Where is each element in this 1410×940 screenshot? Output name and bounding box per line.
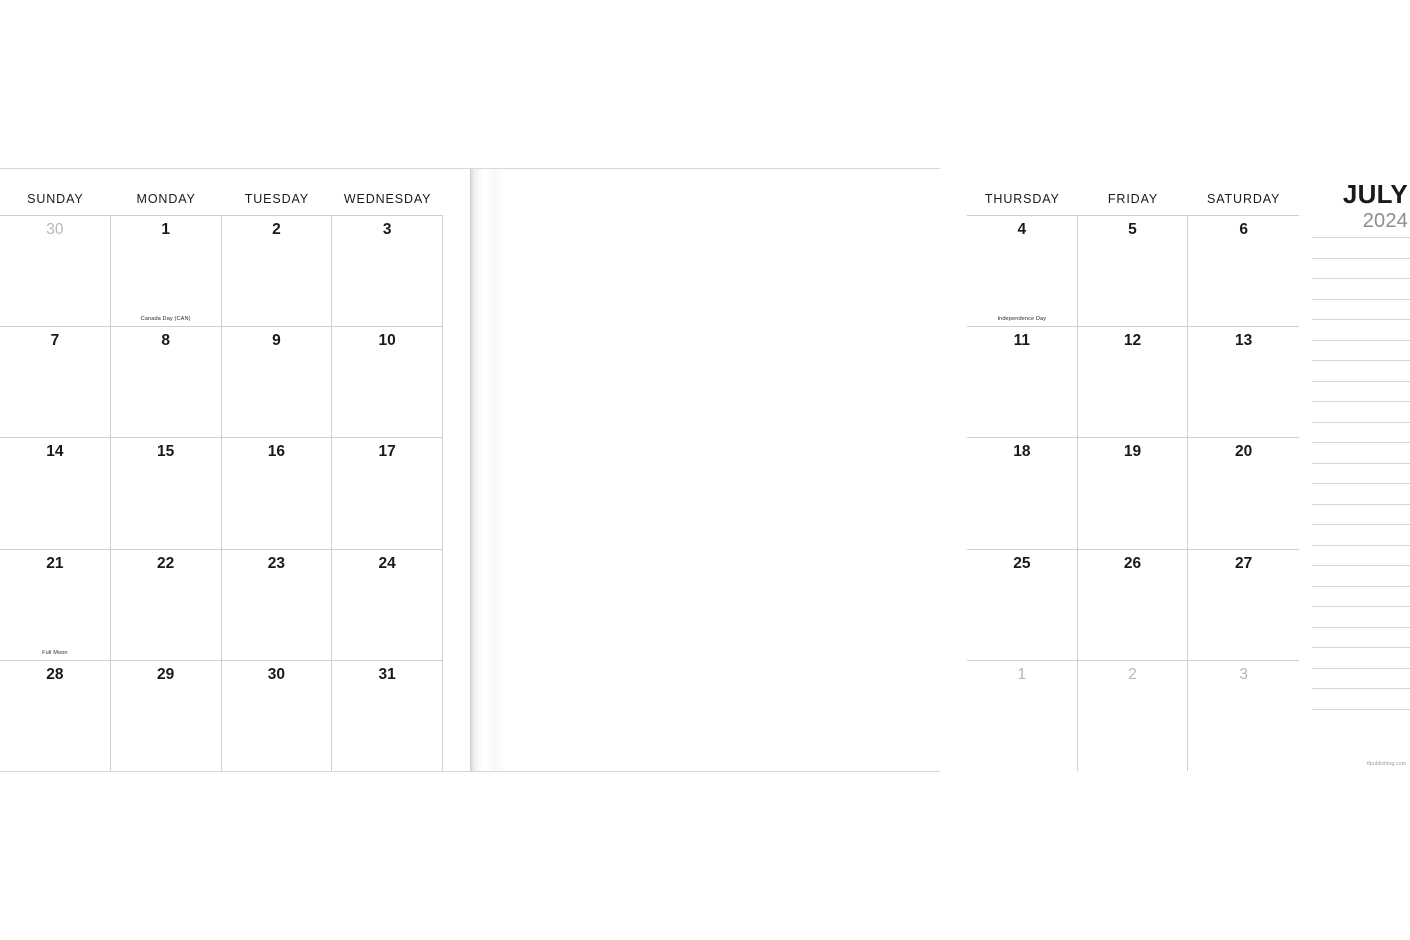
day-number: 30 xyxy=(267,665,285,683)
note-line[interactable] xyxy=(1312,606,1410,607)
month-title-block xyxy=(1343,181,1408,231)
note-line[interactable] xyxy=(1312,688,1410,689)
day-number: 3 xyxy=(1239,665,1248,683)
day-cell[interactable] xyxy=(1188,437,1299,548)
day-cell[interactable] xyxy=(1078,660,1189,771)
note-line[interactable] xyxy=(1312,627,1410,628)
day-number: 25 xyxy=(1013,554,1031,572)
day-number: 15 xyxy=(157,443,175,461)
day-number: 20 xyxy=(1235,443,1253,461)
day-header-monday: MONDAY xyxy=(136,192,196,206)
note-line[interactable] xyxy=(1312,237,1410,238)
day-number: 24 xyxy=(378,554,396,572)
day-cell[interactable] xyxy=(1188,549,1299,660)
day-number: 4 xyxy=(1017,221,1027,238)
note-line[interactable] xyxy=(1312,545,1410,546)
note-line[interactable] xyxy=(1312,299,1410,300)
day-number: 19 xyxy=(1123,443,1142,461)
day-header-saturday: SATURDAY xyxy=(1207,192,1281,206)
day-number: 5 xyxy=(1128,221,1137,238)
calendar-grid-right xyxy=(967,169,1299,771)
day-cell[interactable] xyxy=(111,215,222,326)
day-cell[interactable] xyxy=(967,437,1078,548)
day-cell[interactable] xyxy=(1078,326,1189,437)
day-cell[interactable] xyxy=(1188,326,1299,437)
day-number: 12 xyxy=(1123,332,1142,350)
day-cell[interactable] xyxy=(222,549,333,660)
day-cell[interactable] xyxy=(967,326,1078,437)
note-line[interactable] xyxy=(1312,319,1410,320)
day-cell[interactable] xyxy=(111,549,222,660)
note-line[interactable] xyxy=(1312,586,1410,587)
day-event-label: Full Moon xyxy=(42,649,68,656)
note-line[interactable] xyxy=(1312,463,1410,464)
day-cell[interactable] xyxy=(222,437,333,548)
day-cell[interactable] xyxy=(967,215,1078,326)
day-number: 9 xyxy=(272,332,281,350)
month-name: JULY xyxy=(1342,179,1408,209)
day-cell[interactable] xyxy=(111,326,222,437)
day-cell[interactable] xyxy=(1078,549,1189,660)
publisher-brand: tfpublishing.com xyxy=(1366,761,1406,767)
day-number: 31 xyxy=(378,665,396,683)
book-spine-line xyxy=(470,169,471,771)
day-cell[interactable] xyxy=(111,660,222,771)
day-cell[interactable] xyxy=(1078,437,1189,548)
day-header-sunday: SUNDAY xyxy=(27,192,84,206)
note-line[interactable] xyxy=(1312,565,1410,566)
day-cell[interactable] xyxy=(332,215,443,326)
note-line[interactable] xyxy=(1312,483,1410,484)
note-line[interactable] xyxy=(1312,709,1410,710)
day-number: 26 xyxy=(1123,554,1142,572)
day-cell[interactable] xyxy=(1188,215,1299,326)
day-number: 23 xyxy=(267,554,285,572)
note-line[interactable] xyxy=(1312,340,1410,341)
day-cell[interactable] xyxy=(0,326,111,437)
day-cell[interactable] xyxy=(967,549,1078,660)
day-number: 14 xyxy=(46,443,64,461)
day-header-friday: FRIDAY xyxy=(1107,192,1159,206)
day-number: 6 xyxy=(1239,221,1248,238)
day-event-label: Independence Day xyxy=(997,316,1047,323)
day-cell[interactable] xyxy=(1188,660,1299,771)
day-cell[interactable] xyxy=(111,437,222,548)
day-header-wednesday: WEDNESDAY xyxy=(343,192,432,206)
day-number: 11 xyxy=(1013,332,1031,350)
day-cell[interactable] xyxy=(0,549,111,660)
day-cell[interactable] xyxy=(332,660,443,771)
month-year: 2024 xyxy=(1362,210,1408,232)
left-page xyxy=(0,169,470,771)
day-number: 27 xyxy=(1235,554,1253,572)
day-number: 8 xyxy=(161,332,170,350)
day-cell[interactable] xyxy=(332,326,443,437)
calendar-grid-left xyxy=(0,169,443,771)
day-number: 1 xyxy=(161,221,170,238)
day-number: 16 xyxy=(267,443,285,461)
day-number: 21 xyxy=(46,554,64,572)
day-header-thursday: THURSDAY xyxy=(984,192,1060,206)
day-number: 2 xyxy=(1128,665,1137,683)
note-line[interactable] xyxy=(1312,524,1410,525)
day-cell[interactable] xyxy=(222,326,333,437)
day-cell[interactable] xyxy=(332,437,443,548)
note-line[interactable] xyxy=(1312,381,1410,382)
note-line[interactable] xyxy=(1312,422,1410,423)
day-number: 17 xyxy=(378,443,396,461)
note-line[interactable] xyxy=(1312,278,1410,279)
day-cell[interactable] xyxy=(0,437,111,548)
day-cell[interactable] xyxy=(222,660,333,771)
right-page xyxy=(470,169,1408,771)
day-number: 18 xyxy=(1013,443,1031,461)
day-cell[interactable] xyxy=(0,660,111,771)
day-number: 3 xyxy=(382,221,392,238)
day-number: 7 xyxy=(50,332,60,350)
day-cell[interactable] xyxy=(967,660,1078,771)
note-line[interactable] xyxy=(1312,504,1410,505)
day-number: 22 xyxy=(157,554,175,572)
note-line[interactable] xyxy=(1312,647,1410,648)
day-number: 1 xyxy=(1017,665,1027,683)
planner-spread xyxy=(0,168,1408,772)
day-number: 29 xyxy=(157,665,175,683)
notes-panel xyxy=(1306,169,1410,771)
note-line[interactable] xyxy=(1312,360,1410,361)
day-number: 28 xyxy=(46,665,64,683)
note-line[interactable] xyxy=(1312,258,1410,259)
note-line[interactable] xyxy=(1312,442,1410,443)
day-cell[interactable] xyxy=(0,215,111,326)
note-lines[interactable] xyxy=(1312,237,1410,753)
day-cell[interactable] xyxy=(222,215,333,326)
note-line[interactable] xyxy=(1312,401,1410,402)
note-line[interactable] xyxy=(1312,668,1410,669)
day-number: 13 xyxy=(1235,332,1253,350)
day-cell[interactable] xyxy=(1078,215,1189,326)
day-number: 2 xyxy=(272,221,281,238)
day-header-tuesday: TUESDAY xyxy=(244,192,309,206)
day-event-label: Canada Day (CAN) xyxy=(140,316,191,323)
day-number: 30 xyxy=(46,221,64,238)
day-cell[interactable] xyxy=(332,549,443,660)
day-number: 10 xyxy=(378,332,396,350)
